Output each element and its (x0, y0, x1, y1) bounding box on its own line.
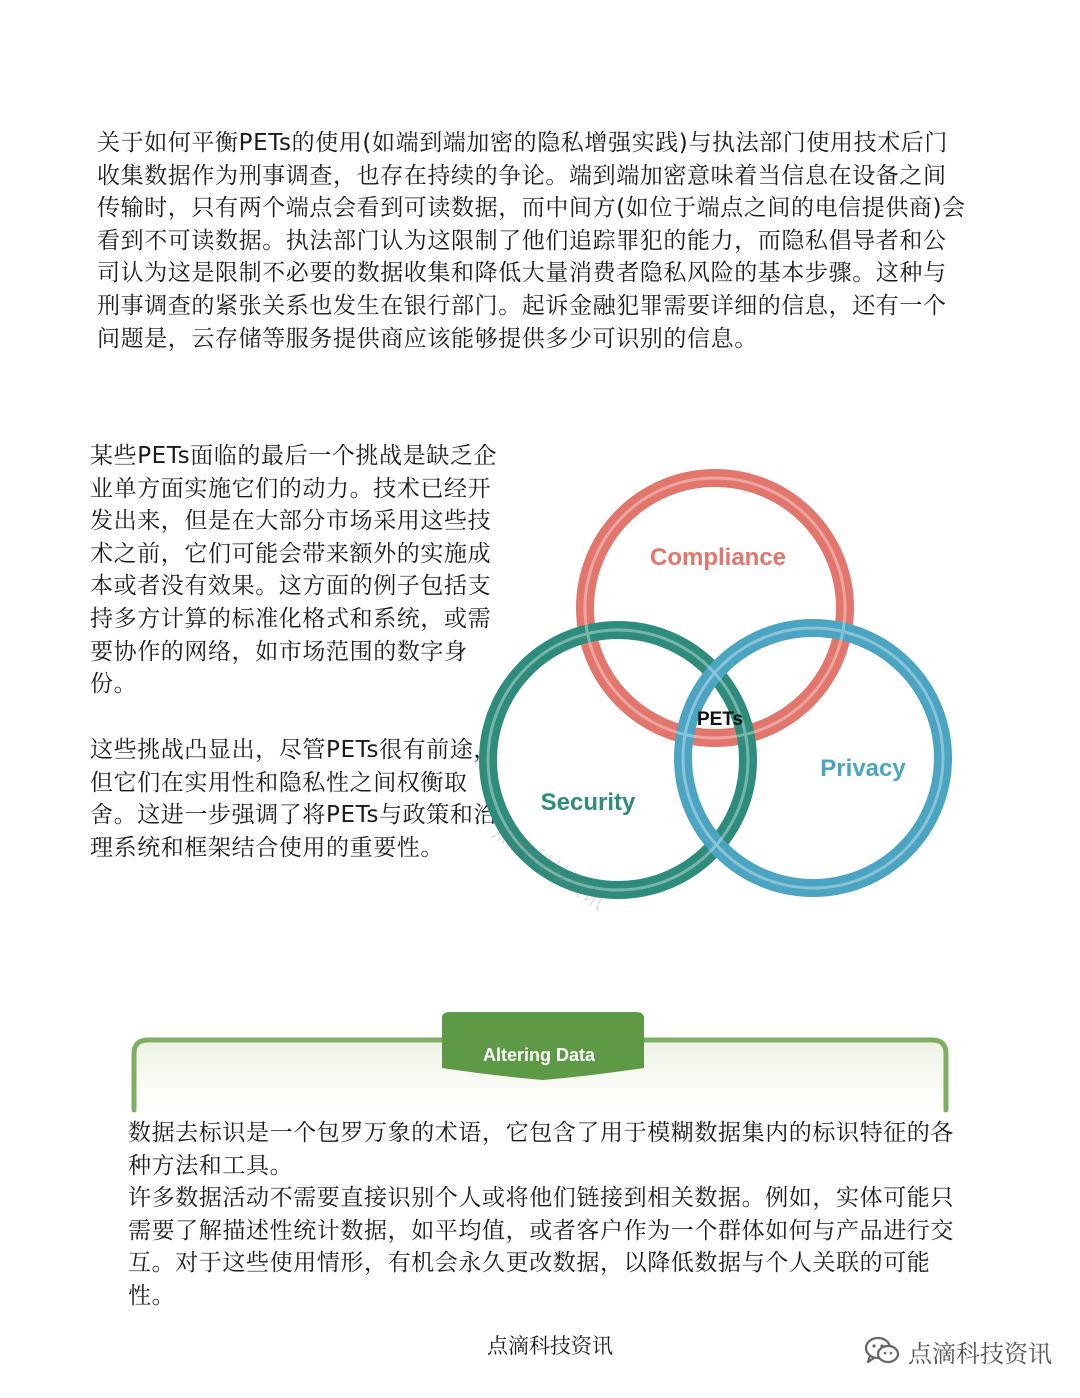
watermark-text: 点滴科技资讯 (487, 819, 611, 916)
banner-label: Altering Data (482, 1045, 596, 1065)
privacy-label: Privacy (820, 755, 906, 782)
wechat-brand (864, 1334, 1052, 1368)
intro-paragraph: 关于如何平衡PETs的使用(如端到端加密的隐私增强实践)与执法部门使用技术后门收集数据作为刑事调查，也存在持续的争论。端到端加密意味着当信息在设备之间传输时，只有两个端点会看到可读数据，而中间方(如位于端点之间的电信提供商)会看到不可读数据。执法部门认为这限制了他们追踪罪犯的能力，而隐私倡导者和公司认为这是限制不必要的数据收集和降低大量消费者隐私风险的基本步骤。这种与刑事调查的紧张关系也发生在银行部门。起诉金融犯罪需要详细的信息，还有一个问题是，云存储等服务提供商应该能够提供多少可识别的信息。 (97, 130, 966, 352)
deidentification-detail: 许多数据活动不需要直接识别个人或将他们链接到相关数据。例如，实体可能只需要了解描述性统计数据，如平均值，或者客户作为一个群体如何与产品进行交互。对于这些使用情形，有机会永久更改数据，以降低数据与个人关联的可能性。 (128, 1185, 954, 1309)
wechat-icon (864, 1336, 900, 1366)
footer-source-text: 点滴科技资讯 (487, 1334, 613, 1358)
wechat-account-name: 点滴科技资讯 (908, 1339, 1052, 1368)
challenge-paragraph: 某些PETs面临的最后一个挑战是缺乏企业单方面实施它们的动力。技术已经开发出来，但是在大部分市场采用这些技术之前，它们可能会带来额外的实施成本或者没有效果。这方面的例子包括支持多方计算的标准化格式和系统，或需要协作的网络，如市场范围的数字身份。 (90, 443, 498, 698)
pets-center-label: PETs (696, 709, 744, 730)
tradeoff-paragraph: 这些挑战凸显出，尽管PETs很有前途，但它们在实用性和隐私性之间权衡取舍。这进一步强调了将PETs与政策和治理系统和框架结合使用的重要性。 (90, 737, 498, 861)
compliance-label: Compliance (649, 544, 787, 571)
deidentification-definition: 数据去标识是一个包罗万象的术语，它包含了用于模糊数据集内的标识特征的各种方法和工具。 (128, 1120, 954, 1179)
security-label: Security (540, 789, 636, 816)
section-banner (120, 1010, 960, 1115)
